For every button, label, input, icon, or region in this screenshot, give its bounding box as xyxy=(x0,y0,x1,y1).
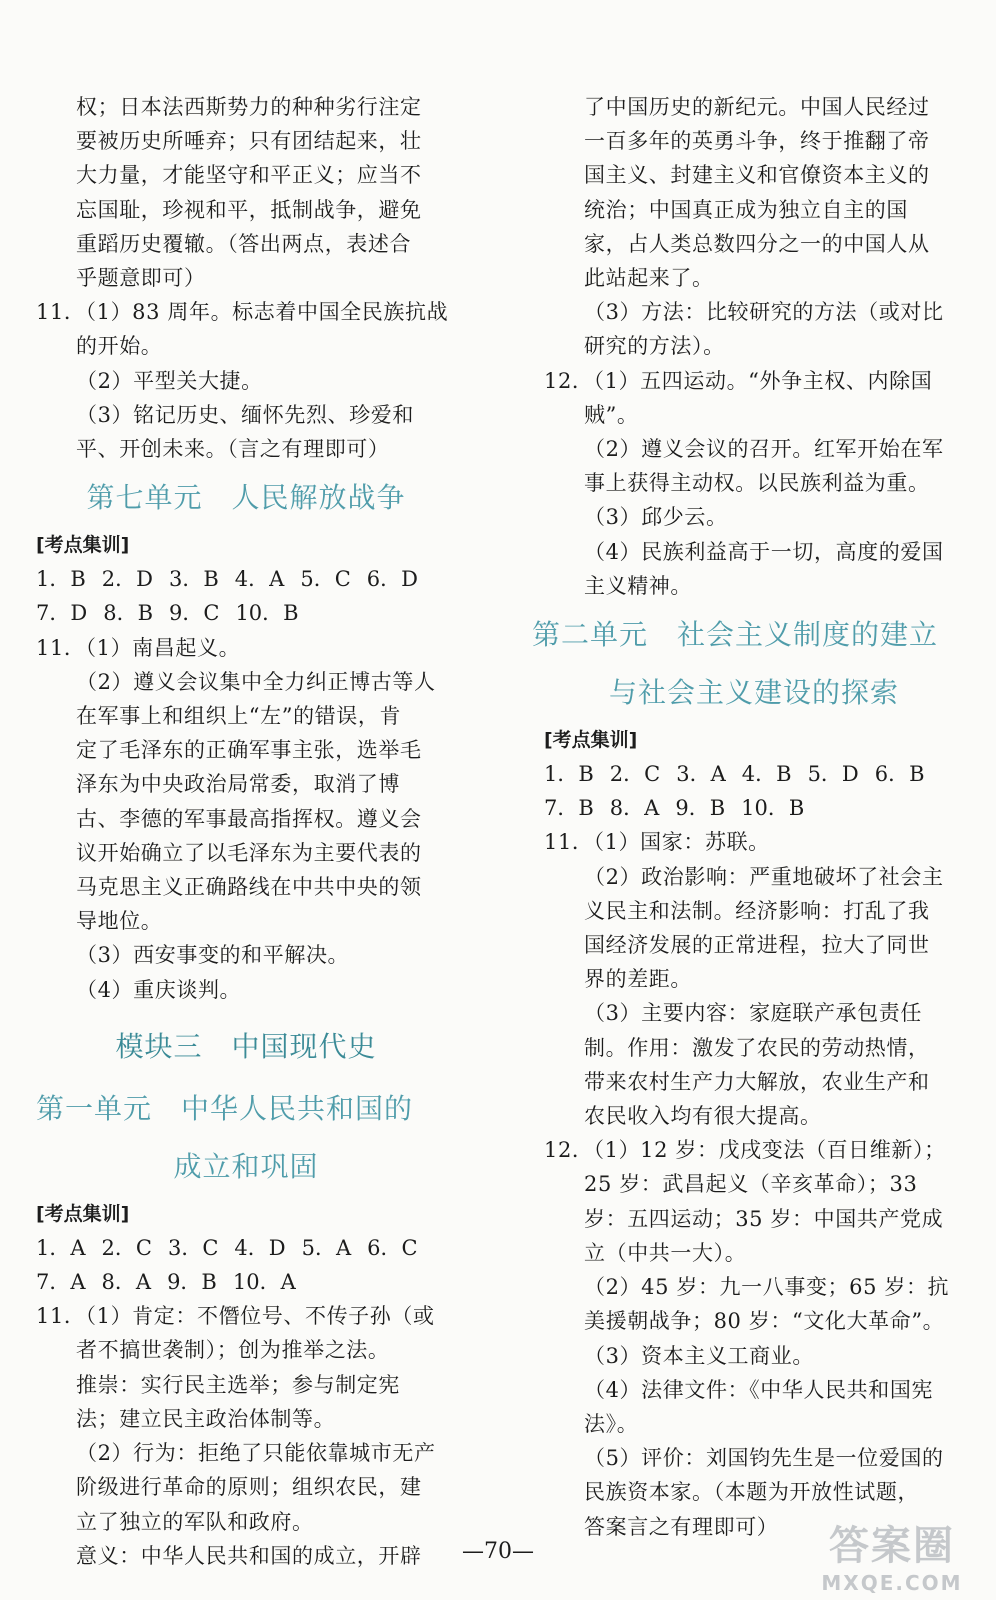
text-line: 大力量，才能坚守和平正义；应当不 xyxy=(76,163,422,188)
text-line: 者不搞世袭制）；创为推举之法。 xyxy=(76,1338,390,1363)
answer: 6．C xyxy=(367,1235,418,1260)
text-line: 带来农村生产力大解放，农业生产和 xyxy=(584,1069,930,1094)
answer: 1．B xyxy=(544,762,594,787)
answer: 5．A xyxy=(301,1235,352,1260)
q11c-rest xyxy=(36,1333,456,1572)
text-line: 研究的方法）。 xyxy=(584,334,725,359)
text-line: （2）遵义会议的召开。红军开始在军 xyxy=(584,437,944,462)
text-line: （2）45 岁：九一八事变；65 岁：抗 xyxy=(584,1275,950,1300)
q11-rest xyxy=(544,860,964,1134)
text-line: 统治；中国真正成为独立自主的国 xyxy=(584,197,908,222)
text-line: （5）评价：刘国钧先生是一位爱国的 xyxy=(584,1446,944,1471)
text-line: 界的差距。 xyxy=(584,967,692,992)
text-line: 事上获得主动权。以民族利益为重。 xyxy=(584,471,930,496)
text-line: 推崇：实行民主选举；参与制定宪 xyxy=(76,1372,400,1397)
text-line: （2）平型关大捷。 xyxy=(76,368,263,393)
page-number: —70— xyxy=(462,1539,534,1564)
question-12-line: 12．（1）五四运动。“外争主权、内除国 xyxy=(544,368,933,393)
text-line: 法》。 xyxy=(584,1411,639,1436)
text-line: 忘国耻，珍视和平，抵制战争，避免 xyxy=(76,197,422,222)
text-line: 在军事上和组织上“左”的错误，肯 xyxy=(76,704,402,729)
text-line: （3）铭记历史、缅怀先烈、珍爱和 xyxy=(76,402,414,427)
text-line: 马克思主义正确路线在中共中央的领 xyxy=(76,875,422,900)
answer: 7．D xyxy=(36,601,88,626)
left-column xyxy=(36,90,456,1573)
answer: 4．D xyxy=(234,1235,286,1260)
answer: 8．A xyxy=(609,796,660,821)
watermark-text: 答案圈 xyxy=(829,1522,955,1569)
text-line: 法；建立民主政治体制等。 xyxy=(76,1406,336,1431)
text-line: 权；日本法西斯势力的种种劣行注定 xyxy=(76,95,422,119)
text-line: （3）方法：比较研究的方法（或对比 xyxy=(584,300,944,325)
section-label: [考点集训] xyxy=(544,729,638,752)
answer: 7．B xyxy=(544,796,594,821)
section-label: [考点集训] xyxy=(36,1202,130,1225)
text-line: 意义：中华人民共和国的成立，开辟 xyxy=(76,1543,422,1568)
text-line: 要被历史所唾弃；只有团结起来，壮 xyxy=(76,129,422,154)
answer: 3．C xyxy=(167,1235,219,1260)
left-block1 xyxy=(36,90,456,295)
text-line: 国主义、封建主义和官僚资本主义的 xyxy=(584,163,930,188)
right-block1 xyxy=(544,90,964,364)
text-line: 国经济发展的正常进程，拉大了同世 xyxy=(584,933,930,958)
answer: 10．A xyxy=(232,1270,296,1295)
unit2-heading-line2: 与社会主义建设的探索 xyxy=(608,676,899,710)
text-line: 定了毛泽东的正确军事主张，选举毛 xyxy=(76,738,422,763)
module3-heading: 模块三 中国现代史 xyxy=(115,1029,377,1063)
answer: 10．B xyxy=(235,601,299,626)
text-line: 此站起来了。 xyxy=(584,266,714,291)
text-line: 立（中共一大）。 xyxy=(584,1240,747,1265)
answer-row xyxy=(544,791,964,825)
answer: 6．D xyxy=(366,567,418,592)
unit1-heading-line2: 成立和巩固 xyxy=(173,1149,319,1183)
answer: 8．B xyxy=(103,601,153,626)
watermark-url: MXQE.COM xyxy=(821,1570,963,1595)
text-line: 家，占人类总数四分之一的中国人从 xyxy=(584,231,930,256)
text-line: 乎题意即可） xyxy=(76,266,206,291)
text-line: （3）资本主义工商业。 xyxy=(584,1343,814,1368)
answer: 10．B xyxy=(741,796,805,821)
text-line: 议开始确立了以毛泽东为主要代表的 xyxy=(76,840,422,865)
text-line: 义民主和法制。经济影响：打乱了我 xyxy=(584,898,930,923)
text-line: （3）主要内容：家庭联产承包责任 xyxy=(584,1001,922,1026)
text-line: （4）重庆谈判。 xyxy=(76,977,242,1002)
text-line: 平、开创未来。（言之有理即可） xyxy=(76,437,390,462)
text-line: 制。作用：激发了农民的劳动热情， xyxy=(584,1035,930,1060)
unit1-heading-line1: 第一单元 中华人民共和国的 xyxy=(36,1091,414,1125)
right-column xyxy=(532,90,964,1544)
answer: 2．C xyxy=(609,762,661,787)
answer: 9．B xyxy=(167,1270,217,1295)
text-line: 农民收入均有很大提高。 xyxy=(584,1104,822,1129)
unit7-heading: 第七单元 人民解放战争 xyxy=(86,481,406,515)
answer: 1．A xyxy=(36,1235,86,1260)
q12b-rest xyxy=(544,1167,964,1543)
question-11-line: 11．（1）肯定：不僭位号、不传子孙（或 xyxy=(36,1304,435,1329)
text-line: （2）政治影响：严重地破坏了社会主 xyxy=(584,864,944,889)
answer: 4．A xyxy=(234,567,285,592)
text-line: 25 岁：武昌起义（辛亥革命）；33 xyxy=(584,1172,918,1197)
text-line: 美援朝战争；80 岁：“文化大革命”。 xyxy=(584,1309,945,1334)
text-line: 古、李德的军事最高指挥权。遵义会 xyxy=(76,806,422,831)
answer: 3．B xyxy=(169,567,219,592)
answer-row xyxy=(36,1265,456,1299)
text-line: （4）民族利益高于一切，高度的爱国 xyxy=(584,539,944,564)
text-line: 答案言之有理即可） xyxy=(584,1514,779,1539)
answer: 5．C xyxy=(300,567,351,592)
question-12-line: 12．（1）12 岁：戊戌变法（百日维新）； xyxy=(544,1138,946,1163)
text-line: （2）遵义会议集中全力纠正博古等人 xyxy=(76,669,436,694)
text-line: 阶级进行革命的原则；组织农民，建 xyxy=(76,1475,422,1500)
text-line: 岁：五四运动；35 岁：中国共产党成 xyxy=(584,1206,944,1231)
text-line: （2）行为：拒绝了只能依靠城市无产 xyxy=(76,1441,436,1466)
answer: 6．B xyxy=(874,762,925,787)
text-line: 贼”。 xyxy=(584,402,639,427)
unit2-heading-line1: 第二单元 社会主义制度的建立 xyxy=(532,618,939,652)
text-line: 民族资本家。（本题为开放性试题， xyxy=(584,1480,920,1505)
text-line: 了中国历史的新纪元。中国人民经过 xyxy=(584,95,930,119)
text-line: 的开始。 xyxy=(76,334,163,359)
answer: 3．A xyxy=(676,762,726,787)
q12a-rest xyxy=(544,398,964,603)
answer: 4．B xyxy=(741,762,792,787)
answer: 8．A xyxy=(101,1270,152,1295)
question-11-line: 11．（1）南昌起义。 xyxy=(36,635,241,660)
answer: 7．A xyxy=(36,1270,86,1295)
q11b-part2 xyxy=(36,665,456,1007)
answer: 5．D xyxy=(807,762,859,787)
section-label: [考点集训] xyxy=(36,534,130,557)
text-line: 主义精神。 xyxy=(584,573,692,598)
answer-row xyxy=(36,562,456,596)
answer: 9．C xyxy=(169,601,220,626)
text-line: （3）西安事变的和平解决。 xyxy=(76,943,350,968)
text-line: 导地位。 xyxy=(76,909,163,934)
text-line: 重蹈历史覆辙。（答出两点，表述合 xyxy=(76,231,412,256)
answer-row xyxy=(36,596,456,630)
text-line: 立了独立的军队和政府。 xyxy=(76,1509,314,1534)
answer: 2．D xyxy=(101,567,153,592)
answer-row xyxy=(36,1231,456,1265)
question-11-line: 11．（1）83 周年。标志着中国全民族抗战 xyxy=(36,300,449,325)
question-11-line: 11．（1）国家：苏联。 xyxy=(544,830,770,855)
text-line: 泽东为中央政治局常委，取消了博 xyxy=(76,772,400,797)
text-line: 一百多年的英勇斗争，终于推翻了帝 xyxy=(584,129,930,154)
answer: 1．B xyxy=(36,567,86,592)
watermark-logo xyxy=(802,1514,982,1594)
text-line: （3）邱少云。 xyxy=(584,505,728,530)
answer: 2．C xyxy=(101,1235,152,1260)
answer: 9．B xyxy=(675,796,726,821)
answer-row xyxy=(544,757,964,791)
text-line: （4）法律文件：《中华人民共和国宪 xyxy=(584,1377,934,1402)
